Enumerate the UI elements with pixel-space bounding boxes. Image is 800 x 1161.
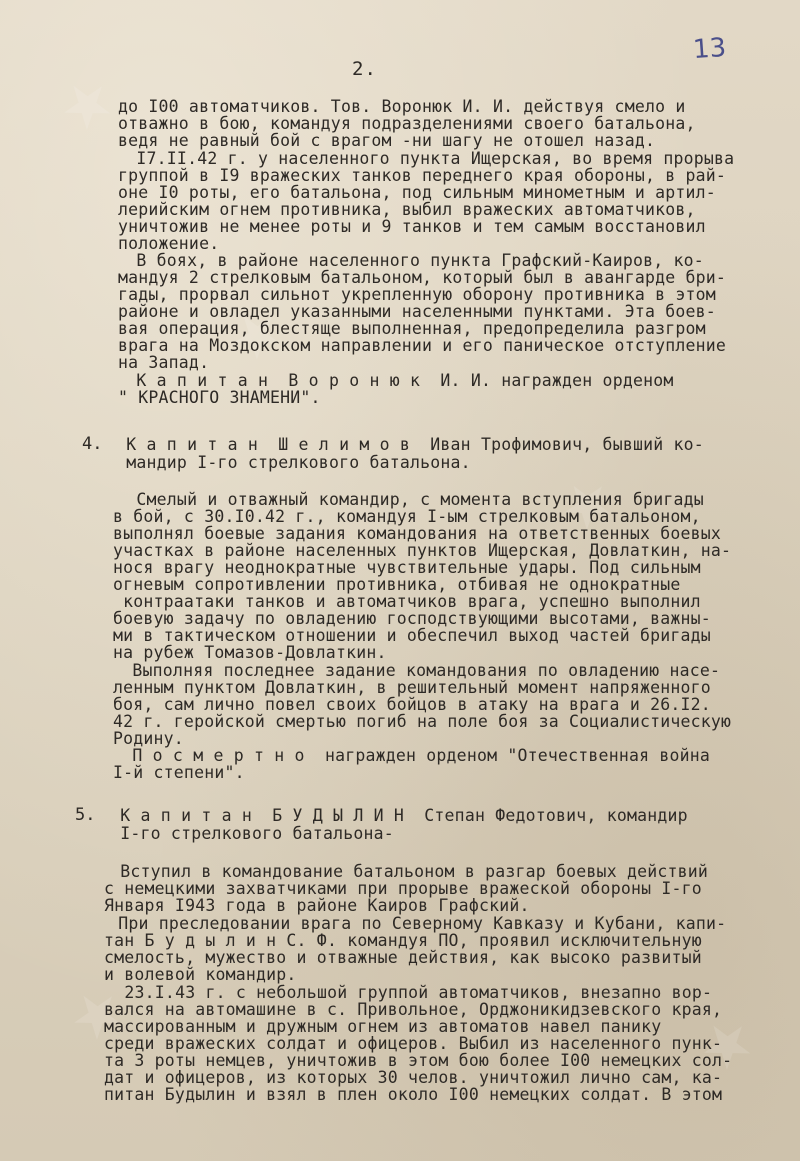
text-line: I-й степени". [113,763,245,782]
text-line: нося врагу неоднократные чувствительные удары. Под сильным [113,558,701,577]
text-line: мандуя 2 стрелковым батальоном, который был в авангарде бри- [118,268,727,287]
text-line: ведя не равный бой с врагом -ни шагу не отошел назад. [118,131,656,150]
section-heading: мандир I-го стрелкового батальона. [106,453,471,472]
text-line: огневым сопротивлении противника, отбивая не однократные [113,575,681,594]
text-line: В боях, в районе населенного пункта Графский-Каиров, ко- [106,251,704,270]
text-line: среди вражеских солдат и офицеров. Выбил из населенного пунк- [104,1034,723,1053]
text-line: массированным и дружным огнем из автоматов навел панику [104,1017,662,1036]
text-line: в бой, с 30.I0.42 г., командуя I-ым стрелковым батальоном, [113,507,701,526]
text-line: боя, сам лично повел своих бойцов в атаку на врага и 26.I2. [113,695,711,714]
watermark-shape: ★ [544,460,630,550]
text-line: уничтожив не менее роты и 9 танков и тем самым восстановил [118,217,706,236]
text-line: вая операция, блестяще выполненная, предопределила разгром [118,319,706,338]
watermark-shape: ★ [214,290,300,380]
section-number-4: 4. [82,434,103,454]
text-line: группой в I9 вражеских танков переднего края обороны, в рай- [118,166,727,185]
text-line: Вступил в командование батальоном в разгар боевых действий [100,862,709,881]
text-line: районе и овладел указанными населенными пунктами. Эта боев- [118,302,716,321]
text-line: К а п и т а н В о р о н ю к И. И. награжден орденом [106,371,674,390]
watermark-shape: ★ [44,60,130,150]
folio-number: 13 [691,32,728,66]
text-line: I7.II.42 г. у населенного пункта Ищерская, во время прорыва [106,149,735,168]
text-line: выполнял боевые задания командования на ответственных боевых [113,524,722,543]
text-line: положение. [118,234,220,253]
text-line: Родину. [113,729,184,748]
text-line: Выполняя последнее задание командования по овладению насе- [102,661,721,680]
text-line: оне I0 роты, его батальона, под сильным минометным и артил- [118,183,716,202]
section-heading: К а п и т а н Б У Д Ы Л И Н Степан Федотович, командир [100,806,688,825]
text-line: на Запад. [118,353,210,372]
text-line: 42 г. геройской смертью погиб на поле боя за Социалистическую [113,712,732,731]
text-line: П о с м е р т н о награжден орденом "Отечественная война [102,746,711,765]
text-line: отважно в бою, командуя подразделениями своего батальона, [118,114,696,133]
text-line: тан Б у д ы л и н С. Ф. командуя ПО, проявил исключительную [104,931,702,950]
text-line: с немецкими захватчиками при прорыве вражеской обороны I-го [104,879,702,898]
text-line: 23.I.43 г. с небольшой группой автоматчиков, внезапно вор- [94,983,713,1002]
text-line: дат и офицеров, из которых 30 челов. уничтожил лично сам, ка- [104,1068,723,1087]
text-line: до I00 автоматчиков. Тов. Воронюк И. И. действуя смело и [118,97,686,116]
watermark-shape: ★ [684,1000,770,1090]
text-line: лерийским огнем противника, выбил вражеских автоматчиков, [118,200,696,219]
text-line: контраатаки танков и автоматчиков врага, успешно выполнил [113,592,701,611]
text-line: ми в тактическом отношении и обеспечил выход частей бригады [113,626,711,645]
page-number: 2. [352,58,377,80]
text-line: на рубеж Томазов-Довлаткин. [113,643,387,662]
text-line: ленным пунктом Довлаткин, в решительный момент напряженного [113,678,711,697]
text-line: вался на автомашине в с. Привольное, Орджоникидзевского края, [104,1000,723,1019]
text-line: и волевой командир. [104,965,297,984]
text-line: Января I943 года в районе Каиров Графский. [104,896,530,915]
text-line: При преследовании врага по Северному Кавказу и Кубани, капи- [98,914,727,933]
text-line: " КРАСНОГО ЗНАМЕНИ". [118,388,321,407]
text-line: боевую задачу по овладению господствующими высотами, важны- [113,609,711,628]
section-heading: К а п и т а н Ш е л и м о в Иван Трофимович, бывший ко- [106,435,704,454]
text-line: участках в районе населенных пунктов Ищерская, Довлаткин, на- [113,541,732,560]
text-line: питан Будылин и взял в плен около I00 немецких солдат. В этом [104,1085,723,1104]
watermark-shape: ★ [54,970,140,1060]
section-heading: I-го стрелкового батальона- [100,824,394,843]
text-line: смелость, мужество и отважные действия, как высоко развитый [104,948,702,967]
text-line: врага на Моздокском направлении и его паническое отступление [118,336,727,355]
text-line: Смелый и отважный командир, с момента вступления бригады [106,490,704,509]
text-line: гады, прорвал сильнот укрепленную оборону противника в этом [118,285,716,304]
text-line: та 3 роты немцев, уничтожив в этом бою более I00 немецких сол- [104,1051,733,1070]
section-number-5: 5. [75,805,96,825]
